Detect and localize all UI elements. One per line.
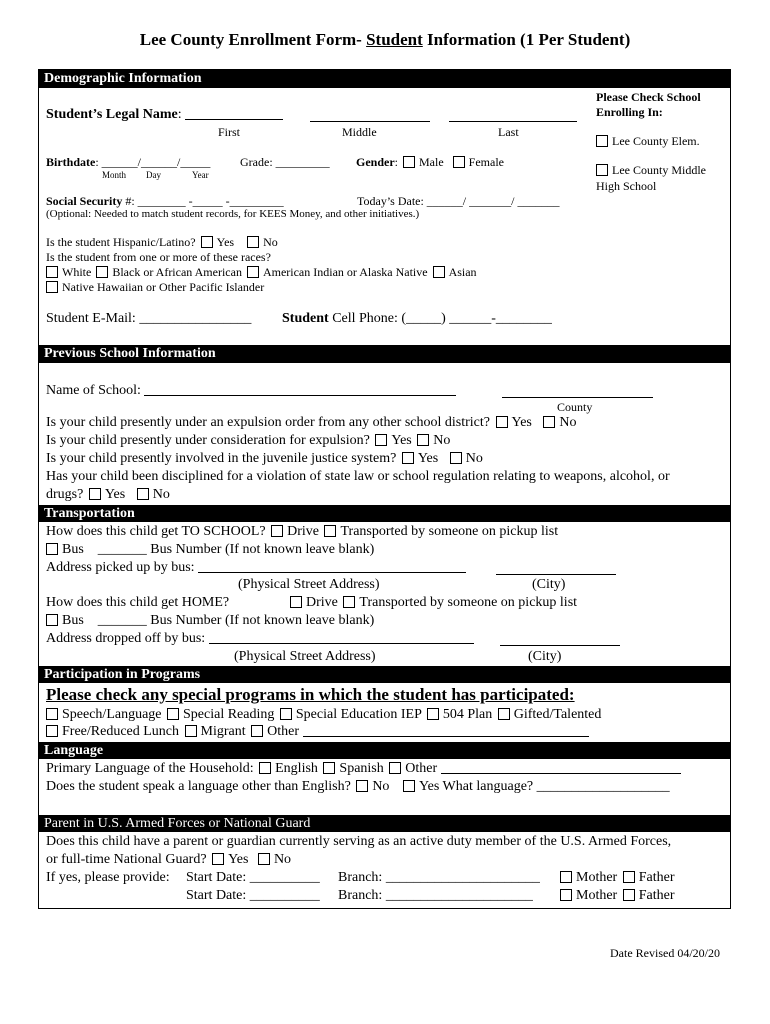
mother-2-checkbox[interactable]	[560, 889, 572, 901]
juvenile-justice-question: Is your child presently involved in the juvenile justice system?	[46, 451, 397, 466]
first-caption: First	[218, 125, 241, 139]
other-language-no-checkbox[interactable]	[356, 780, 368, 792]
school-name-field[interactable]	[144, 395, 456, 396]
lunch-checkbox[interactable]	[46, 725, 58, 737]
expulsion-consideration-row	[46, 433, 450, 449]
mother-1-label: Mother	[576, 870, 618, 885]
mother-2-label: Mother	[576, 888, 618, 903]
male-checkbox[interactable]	[403, 156, 415, 168]
race-white-label: White	[62, 265, 92, 279]
plan504-checkbox[interactable]	[427, 708, 439, 720]
dropped-off-city-caption: (City)	[528, 649, 562, 664]
school-middle-label: Lee County Middle	[612, 163, 706, 177]
other-language-row	[46, 779, 670, 795]
dropped-off-street-caption: (Physical Street Address)	[234, 649, 376, 664]
programs-row-1	[44, 707, 601, 723]
to-school-bus-checkbox[interactable]	[46, 543, 58, 555]
consideration-yes-label: Yes	[391, 433, 412, 448]
language-other-checkbox[interactable]	[389, 762, 401, 774]
hispanic-yes-checkbox[interactable]	[201, 236, 213, 248]
speech-checkbox[interactable]	[46, 708, 58, 720]
parent-1-options	[558, 870, 674, 886]
juvenile-no-label: No	[465, 451, 483, 466]
language-other-label: Other	[405, 761, 438, 776]
to-school-pickup-checkbox[interactable]	[324, 525, 336, 537]
lunch-label: Free/Reduced Lunch	[62, 724, 180, 739]
school-elem-option[interactable]	[594, 134, 700, 149]
birthdate-row[interactable]	[46, 155, 210, 170]
to-school-bus-label: Bus	[62, 542, 84, 557]
picked-up-row	[46, 560, 466, 576]
what-language-field[interactable]: Yes What language? ___________________	[418, 779, 670, 794]
home-bus-label: Bus	[62, 613, 84, 628]
races-row-2	[44, 280, 264, 295]
armed-forces-no-label: No	[273, 852, 292, 867]
programs-row-2	[44, 724, 589, 740]
other-language-question: Does the student speak a language other than English?	[46, 779, 351, 794]
father-1-checkbox[interactable]	[623, 871, 635, 883]
race-black-label: Black or African American	[112, 265, 242, 279]
section-armed-forces-heading: Parent in U.S. Armed Forces or National Guard	[38, 815, 731, 832]
disciplined-question-1: Has your child been disciplined for a violation of state law or school regulation relating to weapons, alcohol, or	[46, 469, 670, 484]
school-name-label: Name of School:	[46, 383, 141, 398]
last-name-field[interactable]	[449, 107, 577, 122]
to-school-row	[46, 524, 558, 540]
home-options	[288, 595, 577, 611]
program-other-checkbox[interactable]	[251, 725, 263, 737]
section-demographic-heading: Demographic Information	[38, 70, 731, 88]
day-caption: Day	[146, 170, 161, 180]
home-bus-checkbox[interactable]	[46, 614, 58, 626]
home-bus-row	[44, 613, 374, 629]
spanish-label: Spanish	[339, 761, 384, 776]
gifted-checkbox[interactable]	[498, 708, 510, 720]
iep-checkbox[interactable]	[280, 708, 292, 720]
ssn-label: Social Security	[46, 194, 123, 208]
disciplined-yes-checkbox[interactable]	[89, 488, 101, 500]
to-school-bus-row	[44, 542, 374, 558]
armed-forces-question-2: or full-time National Guard?	[46, 852, 207, 867]
migrant-label: Migrant	[200, 724, 246, 739]
parent-2-options	[558, 888, 674, 904]
expulsion-order-yes-checkbox[interactable]	[496, 416, 508, 428]
branch-2-field[interactable]: Branch: _____________________	[338, 888, 533, 903]
school-heading-2: Enrolling In:	[596, 105, 663, 119]
race-pacific-checkbox[interactable]	[46, 281, 58, 293]
juvenile-yes-label: Yes	[417, 451, 439, 466]
juvenile-justice-row	[46, 451, 483, 467]
english-checkbox[interactable]	[259, 762, 271, 774]
home-bus-number[interactable]: _______ Bus Number (If not known leave blank)	[97, 613, 375, 628]
title-suffix: Information (1 Per Student)	[422, 30, 631, 49]
hispanic-question: Is the student Hispanic/Latino?	[46, 235, 196, 249]
juvenile-no-checkbox[interactable]	[450, 452, 462, 464]
race-pacific-label: Native Hawaiian or Other Pacific Islander	[62, 280, 265, 294]
other-language-no-label: No	[372, 779, 390, 794]
cell-phone-blank[interactable]: Cell Phone: (_____) ______-________	[328, 311, 552, 326]
consideration-yes-checkbox[interactable]	[375, 434, 387, 446]
title-underlined: Student	[366, 30, 423, 49]
plan504-label: 504 Plan	[442, 707, 493, 722]
armed-forces-row	[46, 852, 291, 868]
dropped-off-label: Address dropped off by bus:	[46, 631, 206, 646]
father-1-label: Father	[638, 870, 675, 885]
school-middle-checkbox[interactable]	[596, 164, 608, 176]
hispanic-no-checkbox[interactable]	[247, 236, 259, 248]
other-language-yes-checkbox[interactable]	[403, 780, 415, 792]
school-heading-1: Please Check School	[596, 90, 701, 104]
disciplined-yes-label: Yes	[104, 487, 126, 502]
school-middle-option[interactable]	[594, 163, 706, 178]
expulsion-order-no-label: No	[559, 415, 577, 430]
school-county-field[interactable]	[502, 383, 653, 398]
dropped-off-row	[46, 631, 474, 647]
english-label: English	[275, 761, 318, 776]
disciplined-question-2: drugs?	[46, 487, 84, 502]
year-caption: Year	[192, 170, 209, 180]
middle-name-field[interactable]	[310, 107, 430, 122]
expulsion-order-row	[46, 415, 577, 431]
migrant-checkbox[interactable]	[185, 725, 197, 737]
disciplined-no-checkbox[interactable]	[137, 488, 149, 500]
disciplined-no-label: No	[152, 487, 170, 502]
race-white-checkbox[interactable]	[46, 266, 58, 278]
dropped-off-city-field[interactable]	[500, 631, 620, 646]
county-caption: County	[557, 400, 593, 414]
hispanic-no-label: No	[263, 235, 278, 249]
todays-date-field[interactable]: Today’s Date: ______/ _______/ _______	[357, 194, 560, 208]
race-native-am-label: American Indian or Alaska Native	[262, 265, 428, 279]
home-pickup-label: Transported by someone on pickup list	[359, 595, 578, 610]
legal-name-label: Student’s Legal Name	[46, 107, 178, 122]
to-school-bus-number[interactable]: _______ Bus Number (If not known leave blank)	[97, 542, 375, 557]
reading-checkbox[interactable]	[167, 708, 179, 720]
gender-label: Gender	[356, 155, 395, 169]
gifted-label: Gifted/Talented	[513, 707, 602, 722]
disciplined-row	[46, 487, 170, 503]
programs-instruction: Please check any special programs in which the student has participated:	[46, 685, 575, 704]
language-other-field[interactable]	[441, 773, 681, 774]
birthdate-blank[interactable]: : ______/______/_____	[95, 155, 211, 169]
speech-label: Speech/Language	[62, 707, 162, 722]
form-title	[0, 30, 770, 50]
ssn-blank[interactable]: #: ________ -_____ -_________	[122, 194, 284, 208]
expulsion-consideration-question: Is your child presently under consideration for expulsion?	[46, 433, 370, 448]
races-row-1	[44, 265, 477, 280]
title-prefix: Lee County Enrollment Form-	[139, 30, 367, 49]
section-programs-heading: Participation in Programs	[38, 666, 731, 683]
mother-1-checkbox[interactable]	[560, 871, 572, 883]
birthdate-label: Birthdate	[46, 155, 96, 169]
expulsion-order-question: Is your child presently under an expulsion order from any other school district?	[46, 415, 490, 430]
picked-up-street-field[interactable]	[198, 572, 466, 573]
reading-label: Special Reading	[183, 707, 275, 722]
race-asian-label: Asian	[448, 265, 477, 279]
student-cell-field[interactable]	[282, 311, 552, 327]
ssn-row[interactable]	[46, 194, 284, 209]
race-asian-checkbox[interactable]	[433, 266, 445, 278]
races-question: Is the student from one or more of these races?	[46, 250, 271, 264]
female-label: Female	[468, 155, 504, 169]
date-revised: Date Revised 04/20/20	[610, 946, 720, 960]
first-name-field[interactable]	[185, 119, 283, 120]
juvenile-yes-checkbox[interactable]	[402, 452, 414, 464]
school-high-label: High School	[596, 179, 657, 193]
section-transportation-heading: Transportation	[38, 505, 731, 522]
hispanic-row	[46, 235, 278, 250]
father-2-label: Father	[638, 888, 675, 903]
to-school-question: How does this child get TO SCHOOL?	[46, 524, 266, 539]
start-date-2-field[interactable]: Start Date: __________	[186, 888, 320, 903]
race-native-am-checkbox[interactable]	[247, 266, 259, 278]
to-school-pickup-label: Transported by someone on pickup list	[340, 524, 559, 539]
cell-bold-label: Student	[282, 311, 329, 326]
start-date-1-field[interactable]: Start Date: __________	[186, 870, 320, 885]
last-caption: Last	[498, 125, 519, 139]
picked-up-label: Address picked up by bus:	[46, 560, 195, 575]
legal-name-row: Student’s Legal Name:	[46, 107, 283, 123]
female-checkbox[interactable]	[453, 156, 465, 168]
consideration-no-label: No	[433, 433, 451, 448]
male-label: Male	[419, 155, 444, 169]
middle-caption: Middle	[342, 125, 377, 139]
gender-row: Gender: Male Female	[356, 155, 504, 169]
optional-note: (Optional: Needed to match student records, for KEES Money, and other initiatives.)	[46, 208, 420, 220]
expulsion-order-no-checkbox[interactable]	[543, 416, 555, 428]
home-drive-checkbox[interactable]	[290, 596, 302, 608]
school-elem-checkbox[interactable]	[596, 135, 608, 147]
hispanic-yes-label: Yes	[216, 235, 235, 249]
home-drive-label: Drive	[306, 595, 338, 610]
armed-forces-yes-label: Yes	[228, 852, 249, 867]
picked-up-city-field[interactable]	[496, 560, 616, 575]
program-other-field[interactable]	[303, 736, 589, 737]
dropped-off-street-field[interactable]	[209, 643, 474, 644]
to-school-drive-label: Drive	[287, 524, 319, 539]
branch-1-field[interactable]: Branch: ______________________	[338, 870, 540, 885]
armed-forces-yes-checkbox[interactable]	[212, 853, 224, 865]
school-elem-label: Lee County Elem.	[612, 134, 700, 148]
primary-language-row	[46, 761, 681, 777]
father-2-checkbox[interactable]	[623, 889, 635, 901]
school-name-row	[46, 383, 456, 399]
picked-up-city-caption: (City)	[532, 577, 566, 592]
to-school-drive-checkbox[interactable]	[271, 525, 283, 537]
race-black-checkbox[interactable]	[96, 266, 108, 278]
expulsion-order-yes-label: Yes	[511, 415, 532, 430]
spanish-checkbox[interactable]	[323, 762, 335, 774]
grade-field[interactable]: Grade: _________	[240, 155, 330, 169]
consideration-no-checkbox[interactable]	[417, 434, 429, 446]
provide-label: If yes, please provide:	[46, 870, 170, 885]
home-q-label: How does this child get HOME?	[46, 595, 230, 610]
armed-forces-question-1: Does this child have a parent or guardian currently serving as an active duty member of the U.S. Armed Forces,	[46, 834, 672, 849]
home-pickup-checkbox[interactable]	[343, 596, 355, 608]
section-previous-school-heading: Previous School Information	[38, 345, 731, 363]
program-other-label: Other	[267, 724, 300, 739]
section-language-heading: Language	[38, 742, 731, 759]
iep-label: Special Education IEP	[295, 707, 422, 722]
student-email-field[interactable]: Student E-Mail: ________________	[46, 311, 252, 326]
month-caption: Month	[102, 170, 127, 180]
picked-up-street-caption: (Physical Street Address)	[238, 577, 380, 592]
primary-language-question: Primary Language of the Household:	[46, 761, 254, 776]
armed-forces-no-checkbox[interactable]	[258, 853, 270, 865]
